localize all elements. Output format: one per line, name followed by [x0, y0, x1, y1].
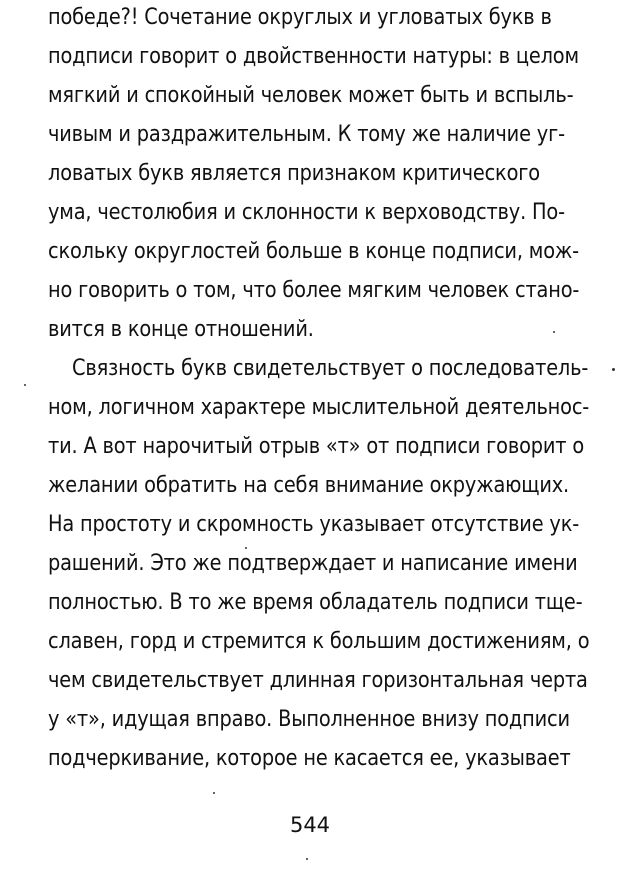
text-line: ловатых букв является признаком критического — [48, 161, 540, 186]
text-line: победе?! Сочетание округлых и угловатых букв в — [48, 5, 552, 30]
text-line: полностью. В то же время обладатель подписи тще- — [48, 590, 583, 615]
text-line: рашений. Это же подтверждает и написание имени — [48, 551, 578, 576]
scan-speck — [306, 858, 308, 860]
text-line: Связность букв свидетельствует о последователь- — [72, 356, 589, 381]
scan-speck — [24, 384, 26, 386]
scan-speck — [553, 331, 555, 333]
text-line: ума, честолюбия и склонности к верховодству. По- — [48, 200, 565, 225]
scan-speck — [245, 547, 247, 549]
text-line: скольку округлостей больше в конце подписи, мож- — [48, 239, 579, 264]
text-line: мягкий и спокойный человек может быть и вспыль- — [48, 83, 574, 108]
text-line: На простоту и скромность указывает отсутствие ук- — [48, 512, 580, 537]
text-line: но говорить о том, что более мягким человек стано- — [48, 278, 580, 303]
text-line: у «т», идущая вправо. Выполненное внизу подписи — [48, 707, 570, 732]
text-line: желании обратить на себя внимание окружающих. — [48, 473, 570, 498]
text-line: ном, логичном характере мыслительной деятельнос- — [48, 395, 590, 420]
text-line: чем свидетельствует длинная горизонтальная черта — [48, 668, 588, 693]
text-line: вится в конце отношений. — [48, 317, 314, 342]
text-line: чивым и раздражительным. К тому же наличие уг- — [48, 122, 565, 147]
text-line: ти. А вот нарочитый отрыв «т» от подписи говорит о — [48, 434, 585, 459]
text-line: подчеркивание, которое не касается ее, указывает — [48, 746, 571, 771]
page-number: 544 — [289, 813, 331, 837]
scan-speck — [612, 368, 615, 371]
text-line: славен, горд и стремится к большим достижениям, о — [48, 629, 590, 654]
scan-speck — [213, 792, 215, 794]
text-line: подписи говорит о двойственности натуры: в целом — [48, 44, 579, 69]
